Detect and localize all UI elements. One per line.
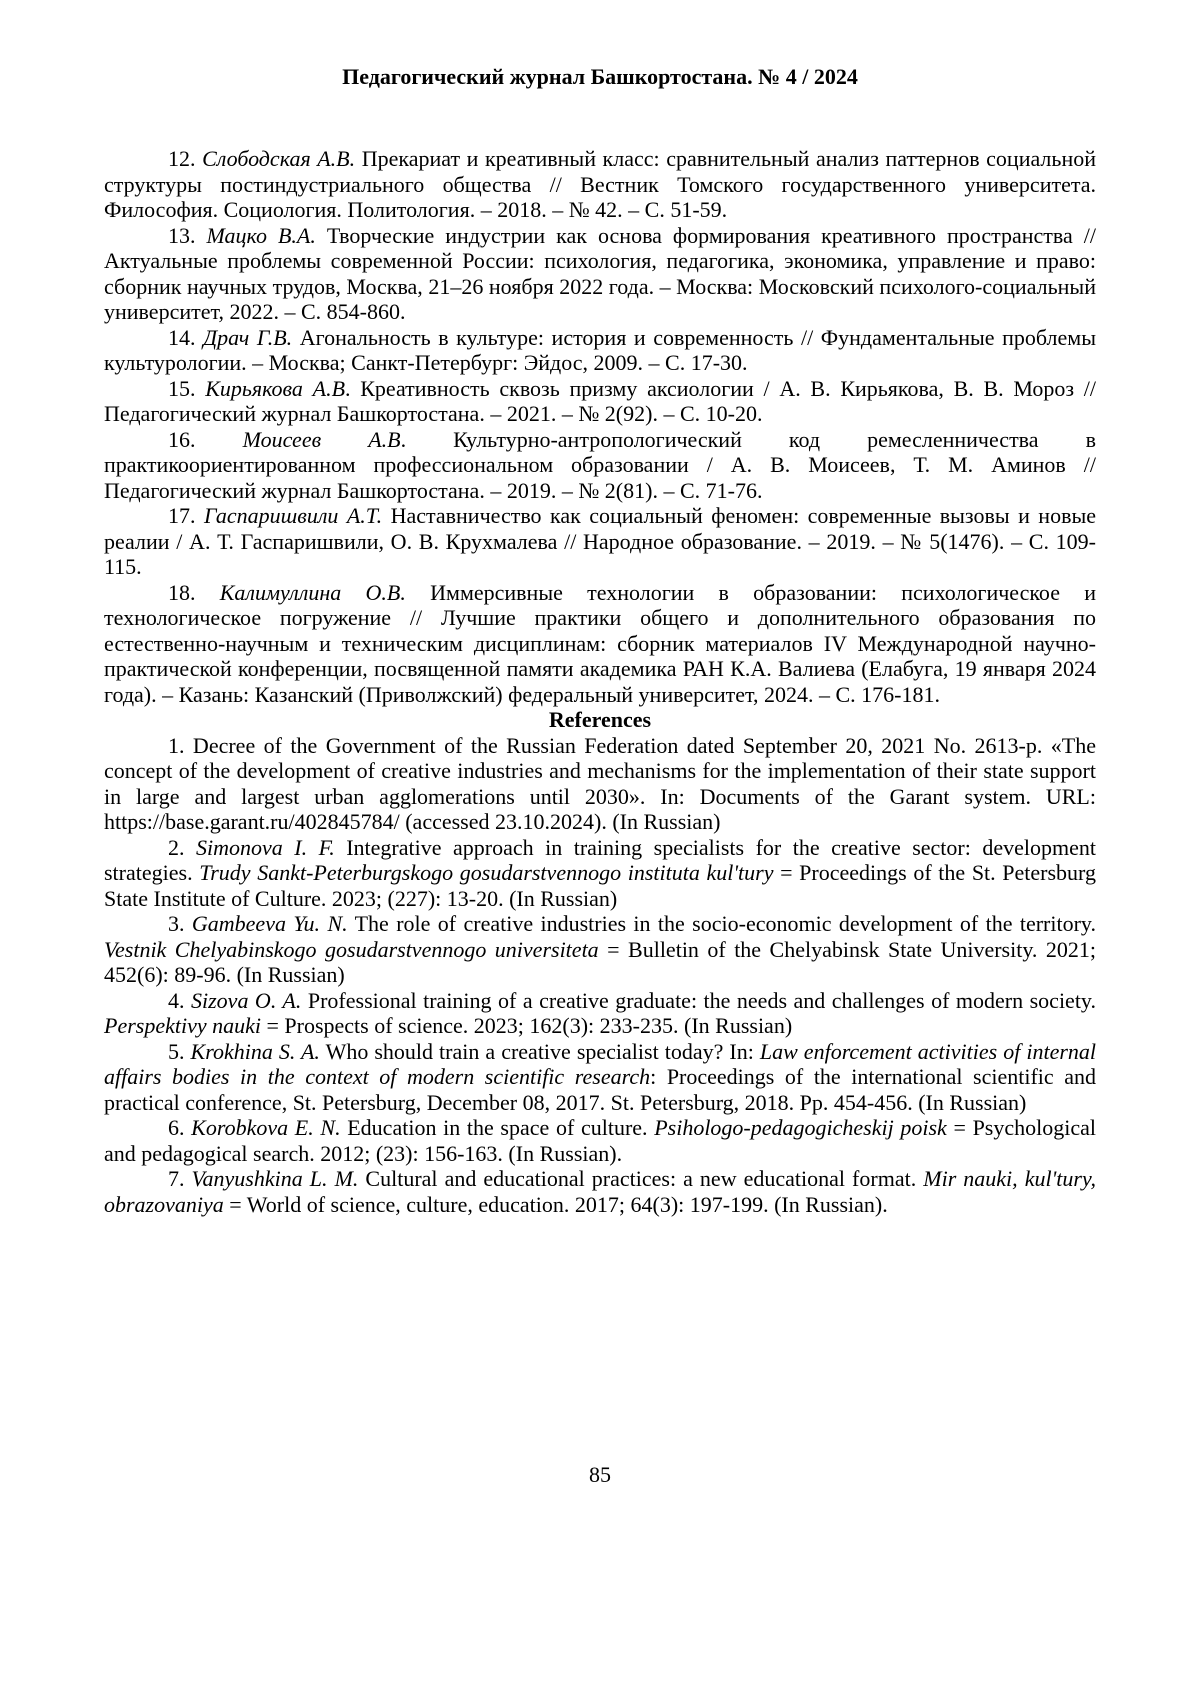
reference-text-run: Trudy Sankt-Peterburgskogo gosudarstvennogo instituta kul'tury — [199, 860, 774, 885]
reference-item — [104, 835, 1096, 912]
reference-text-run: 6. — [168, 1115, 192, 1140]
reference-text-run: 17. — [168, 503, 204, 528]
journal-header: Педагогический журнал Башкортостана. № 4 / 2024 — [342, 64, 858, 89]
reference-text-run: 7. — [168, 1166, 192, 1191]
reference-text-run: Krokhina S. A. — [190, 1038, 320, 1064]
reference-text-run: Psihologo-pedagogicheskij poisk — [654, 1115, 947, 1140]
reference-item — [104, 376, 1096, 427]
reference-text-run: Korobkova E. N. — [191, 1115, 341, 1140]
reference-text-run: = Proceedings of the St. Petersburg State Institute of Culture. 2023; (227): 13-20. (In Russian) — [104, 860, 1096, 911]
reference-item — [104, 580, 1096, 708]
reference-item — [104, 988, 1096, 1039]
reference-item — [104, 1115, 1096, 1166]
reference-item — [104, 911, 1096, 988]
reference-text-run: 15. — [168, 375, 206, 401]
reference-text-run: = Psychological and pedagogical search. 2012; (23): 156-163. (In Russian). — [104, 1115, 1096, 1166]
reference-text-run: 1. Decree of the Government of the Russian Federation dated September 20, 2021 No. 2613-р. «The concept of the development of creative industries and mechanisms for the implementation of their state support in large and largest urban agglomerations until 2030». In: Documents of the Garant system. URL: https://base.garant.ru/402845784/ (accessed 23.10.2024). (In Russian) — [104, 732, 1096, 834]
reference-text-run: 4. — [168, 987, 191, 1013]
reference-item — [104, 1039, 1096, 1116]
reference-item — [104, 503, 1096, 580]
reference-text-run: Слободская А.В. — [202, 146, 356, 171]
reference-text-run: Наставничество как социальный феномен: современные вызовы и новые реалии / А. Т. Гаспаришвили, О. В. Крухмалева // Народное образование. – 2019. – № 5(1476). – С. 109-115. — [104, 503, 1096, 579]
reference-text-run: 2. — [168, 834, 196, 860]
reference-item — [104, 1166, 1096, 1217]
reference-text-run: Мацко В.А. — [206, 222, 316, 248]
references-english-list — [104, 733, 1096, 1218]
reference-text-run: Vanyushkina L. M. — [191, 1166, 359, 1191]
reference-text-run: Education in the space of culture. — [340, 1115, 655, 1140]
reference-text-run: The role of creative industries in the socio-economic development of the territory. — [347, 911, 1096, 936]
reference-text-run: Who should train a creative specialist today? In: — [319, 1038, 760, 1064]
reference-text-run: = World of science, culture, education. 2017; 64(3): 197-199. (In Russian). — [223, 1191, 888, 1217]
reference-text-run: Vestnik Chelyabinskogo gosudarstvennogo universiteta — [104, 936, 599, 962]
reference-text-run: = Bulletin of the Chelyabinsk State University. 2021; 452(6): 89-96. (In Russian) — [104, 936, 1096, 987]
reference-text-run: 13. — [168, 222, 207, 248]
reference-text-run: Драч Г.В. — [203, 324, 293, 350]
reference-text-run: Professional training of a creative graduate: the needs and challenges of modern society. — [301, 987, 1097, 1013]
reference-text-run: 12. — [168, 146, 203, 171]
reference-text-run: 3. — [168, 911, 192, 936]
reference-text-run: = Prospects of science. 2023; 162(3): 233-235. (In Russian) — [261, 1013, 793, 1038]
reference-text-run: Калимуллина О.В. — [219, 579, 406, 605]
reference-text-run: : Proceedings of the international scientific and practical conference, St. Petersburg, December 08, 2017. St. Petersburg, 2018. Pp. 454-456. (In Russian) — [104, 1064, 1097, 1115]
reference-text-run: Integrative approach in training specialists for the creative sector: development strategies. — [104, 834, 1096, 885]
reference-text-run: . Культурно-антропологический код ремесленничества в практикоориентированном профессиональном образовании / А. В. Моисеев, Т. М. Аминов // Педагогический журнал Башкортостана. – 2019. – № 2(81). – С. 71-76. — [104, 426, 1096, 503]
reference-text-run: Sizova O. A. — [191, 987, 302, 1013]
reference-item — [104, 223, 1096, 325]
reference-text-run: 14. — [168, 324, 204, 350]
reference-text-run: Прекариат и креативный класс: сравнительный анализ паттернов социальной структуры постиндустриального общества // Вестник Томского государственного университета. Философия. Социология. Политология. – 2018. – № 42. – С. 51-59. — [104, 146, 1096, 222]
reference-text-run: Творческие индустрии как основа формирования креативного пространства // Актуальные проблемы современной России: психология, педагогика, экономика, управление и право: сборник научных трудов, Москва, 21–26 ноября 2022 года. – Москва: Московский психолого-социальный университет, 2022. – С. 854-860. — [104, 222, 1096, 324]
reference-text-run: Simonova I. F. — [196, 834, 335, 860]
reference-text-run: Law enforcement activities of internal affairs bodies in the context of modern scientific research — [104, 1038, 1097, 1089]
reference-text-run: Иммерсивные технологии в образовании: психологическое и технологическое погружение // Лучшие практики общего и дополнительного образования по естественно-научным и техническим дисциплинам: сборник материалов IV Международной научно-практической конференции, посвященной памяти академика РАН К.А. Валиева (Елабуга, 19 января 2024 года). – Казань: Казанский (Приволжский) федеральный университет, 2024. – С. 176-181. — [104, 579, 1096, 707]
reference-text-run: 5. — [168, 1038, 191, 1064]
references-heading: References — [548, 707, 652, 732]
references-russian-list — [104, 146, 1096, 707]
reference-text-run: Агональность в культуре: история и современность // Фундаментальные проблемы культурологии. – Москва; Санкт-Петербург: Эйдос, 2009. – С. 17-30. — [104, 324, 1096, 375]
reference-text-run: Mir nauki, kul'tury, obrazovaniya — [104, 1166, 1097, 1217]
reference-text-run: Cultural and educational practices: a new educational format. — [358, 1166, 924, 1191]
page-number: 85 — [589, 1462, 611, 1487]
reference-item — [104, 427, 1096, 504]
reference-item — [104, 325, 1096, 376]
reference-item — [104, 733, 1096, 835]
reference-text-run: Кирьякова А.В — [205, 375, 346, 401]
reference-text-run: 16. — [168, 426, 243, 452]
reference-text-run: Моисеев А.В — [242, 426, 401, 452]
reference-text-run: Gambeeva Yu. N. — [191, 911, 348, 936]
reference-text-run: Гаспаришвили А.Т. — [203, 503, 383, 528]
reference-text-run: 18. — [168, 579, 220, 605]
reference-text-run: Perspektivy nauki — [104, 1013, 261, 1038]
reference-item — [104, 146, 1096, 223]
reference-text-run: . Креативность сквозь призму аксиологии / А. В. Кирьякова, В. В. Мороз // Педагогический журнал Башкортостана. – 2021. – № 2(92). – С. 10-20. — [104, 375, 1096, 426]
